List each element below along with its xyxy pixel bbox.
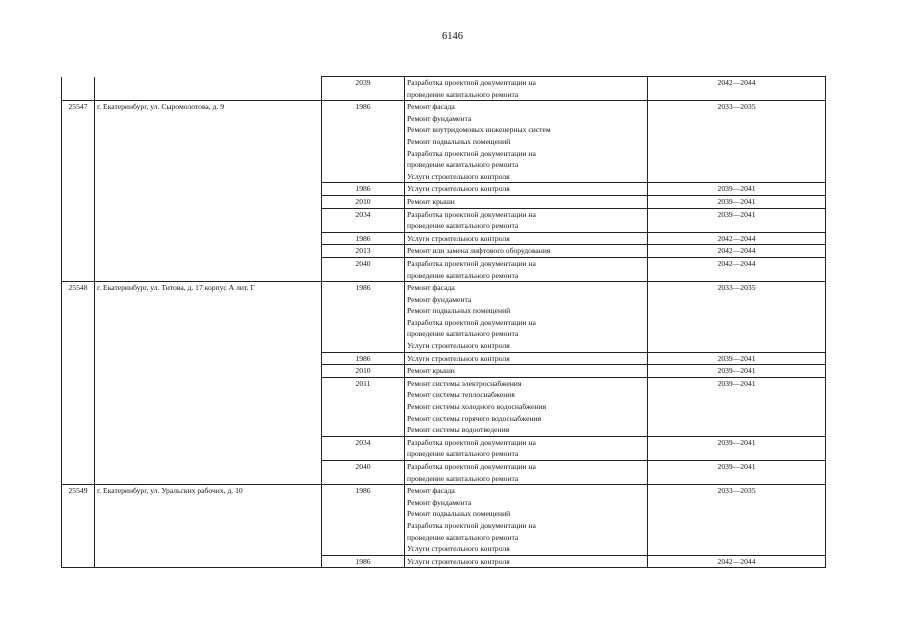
work-item: проведение капитального ремонта [407,221,519,231]
table-row [62,77,826,101]
object-number-cell [62,555,95,568]
table-row [62,352,826,365]
works-cell [405,436,648,460]
works-cell [405,352,648,365]
work-item: Услуги строительного контроля [407,233,510,243]
work-item: проведение капитального ремонта [407,329,519,339]
address-cell [95,245,322,258]
work-item: Услуги строительного контроля [407,556,510,566]
works-cell [405,77,648,101]
work-item: Ремонт фундамента [407,113,472,123]
address-cell [95,352,322,365]
work-item: Ремонт системы горячего водоснабжения [407,413,542,423]
address-cell [95,365,322,378]
work-item: Ремонт фасада [407,486,455,496]
object-number-cell [62,352,95,365]
year-cell: 1986 [322,183,405,196]
period-cell: 2039—2041 [648,208,826,232]
object-number-cell [62,195,95,208]
year-cell: 2039 [322,77,405,101]
object-number-cell [62,461,95,485]
address-cell [95,555,322,568]
address-cell [95,77,322,101]
works-cell [405,485,648,556]
work-item: Услуги строительного контроля [407,171,510,181]
year-cell: 2013 [322,245,405,258]
work-item: Разработка проектной документации на [407,209,536,219]
address-cell [95,232,322,245]
work-item: Ремонт системы холодного водоснабжения [407,402,547,412]
work-item: Разработка проектной документации на [407,437,536,447]
works-cell [405,183,648,196]
work-item: Разработка проектной документации на [407,258,536,268]
work-item: Услуги строительного контроля [407,353,510,363]
address-cell [95,257,322,281]
work-item: Ремонт системы электроснабжения [407,378,522,388]
work-item: Разработка проектной документации на [407,520,536,530]
year-cell: 2010 [322,195,405,208]
address-cell [95,377,322,436]
table-row [62,195,826,208]
works-cell [405,257,648,281]
work-item: Услуги строительного контроля [407,544,510,554]
work-item: проведение капитального ремонта [407,532,519,542]
work-item: Ремонт фундамента [407,294,472,304]
works-cell [405,208,648,232]
page-number: 6146 [442,31,463,42]
object-number-cell [62,232,95,245]
object-number-cell: 25549 [62,485,95,556]
year-cell: 1986 [322,282,405,353]
address-cell: г. Екатеринбург, ул. Уральских рабочих, д. 10 [95,485,322,556]
table-row [62,245,826,258]
address-cell [95,195,322,208]
period-cell: 2033—2035 [648,101,826,183]
work-item: Ремонт системы теплоснабжения [407,390,515,400]
period-cell: 2039—2041 [648,195,826,208]
work-item: Ремонт подвальных помещений [407,136,511,146]
work-item: Ремонт или замена лифтового оборудования [407,246,551,256]
object-number-cell [62,436,95,460]
year-cell: 2040 [322,461,405,485]
object-number-cell [62,365,95,378]
year-cell: 2034 [322,208,405,232]
period-cell: 2042—2044 [648,245,826,258]
object-number-cell [62,183,95,196]
work-item: Услуги строительного контроля [407,341,510,351]
year-cell: 1986 [322,232,405,245]
table-row [62,485,826,556]
object-number-cell: 25548 [62,282,95,353]
table-row [62,101,826,183]
object-number-cell [62,377,95,436]
table-row [62,232,826,245]
table-row [62,183,826,196]
works-cell [405,377,648,436]
work-item: проведение капитального ремонта [407,449,519,459]
work-item: Ремонт крыши [407,196,455,206]
works-cell [405,232,648,245]
works-cell [405,555,648,568]
table-row [62,257,826,281]
work-item: проведение капитального ремонта [407,270,519,280]
year-cell: 2034 [322,436,405,460]
works-cell [405,101,648,183]
address-cell [95,183,322,196]
work-item: Ремонт фасада [407,283,455,293]
object-number-cell [62,77,95,101]
year-cell: 1986 [322,485,405,556]
period-cell: 2039—2041 [648,436,826,460]
table-row [62,436,826,460]
table-row [62,365,826,378]
work-item: Ремонт фасада [407,102,455,112]
object-number-cell [62,208,95,232]
year-cell: 1986 [322,352,405,365]
address-cell: г. Екатеринбург, ул. Сыромолотова, д. 9 [95,101,322,183]
work-item: Ремонт внутридомовых инженерных систем [407,125,551,135]
year-cell: 2040 [322,257,405,281]
year-cell: 1986 [322,555,405,568]
work-item: проведение капитального ремонта [407,160,519,170]
table-row [62,555,826,568]
works-cell [405,195,648,208]
period-cell: 2042—2044 [648,555,826,568]
work-item: Ремонт фундамента [407,497,472,507]
work-item: Услуги строительного контроля [407,184,510,194]
table-row [62,282,826,353]
period-cell: 2033—2035 [648,282,826,353]
works-cell [405,365,648,378]
object-number-cell [62,257,95,281]
period-cell: 2042—2044 [648,77,826,101]
work-item: Ремонт системы водоотведения [407,425,510,435]
work-item: Ремонт подвальных помещений [407,306,511,316]
work-item: проведение капитального ремонта [407,89,519,99]
work-item: Разработка проектной документации на [407,462,536,471]
period-cell: 2039—2041 [648,377,826,436]
period-cell: 2039—2041 [648,461,826,485]
table-row [62,461,826,485]
period-cell: 2039—2041 [648,352,826,365]
period-cell: 2042—2044 [648,232,826,245]
table-row [62,208,826,232]
table-row [62,377,826,436]
period-cell: 2033—2035 [648,485,826,556]
period-cell: 2042—2044 [648,257,826,281]
work-item: Ремонт крыши [407,366,455,376]
work-item: Ремонт подвальных помещений [407,509,511,519]
address-cell [95,208,322,232]
works-cell [405,461,648,485]
period-cell: 2039—2041 [648,183,826,196]
object-number-cell: 25547 [62,101,95,183]
capital-repair-table [61,76,826,568]
work-item: Разработка проектной документации на [407,317,536,327]
works-cell [405,282,648,353]
works-cell [405,245,648,258]
period-cell: 2039—2041 [648,365,826,378]
address-cell [95,461,322,485]
year-cell: 2010 [322,365,405,378]
address-cell [95,436,322,460]
year-cell: 2011 [322,377,405,436]
work-item: Разработка проектной документации на [407,148,536,158]
object-number-cell [62,245,95,258]
address-cell: г. Екатеринбург, ул. Титова, д. 17 корпус А лит. Г [95,282,322,353]
work-item: проведение капитального ремонта [407,473,519,483]
year-cell: 1986 [322,101,405,183]
work-item: Разработка проектной документации на [407,78,536,87]
